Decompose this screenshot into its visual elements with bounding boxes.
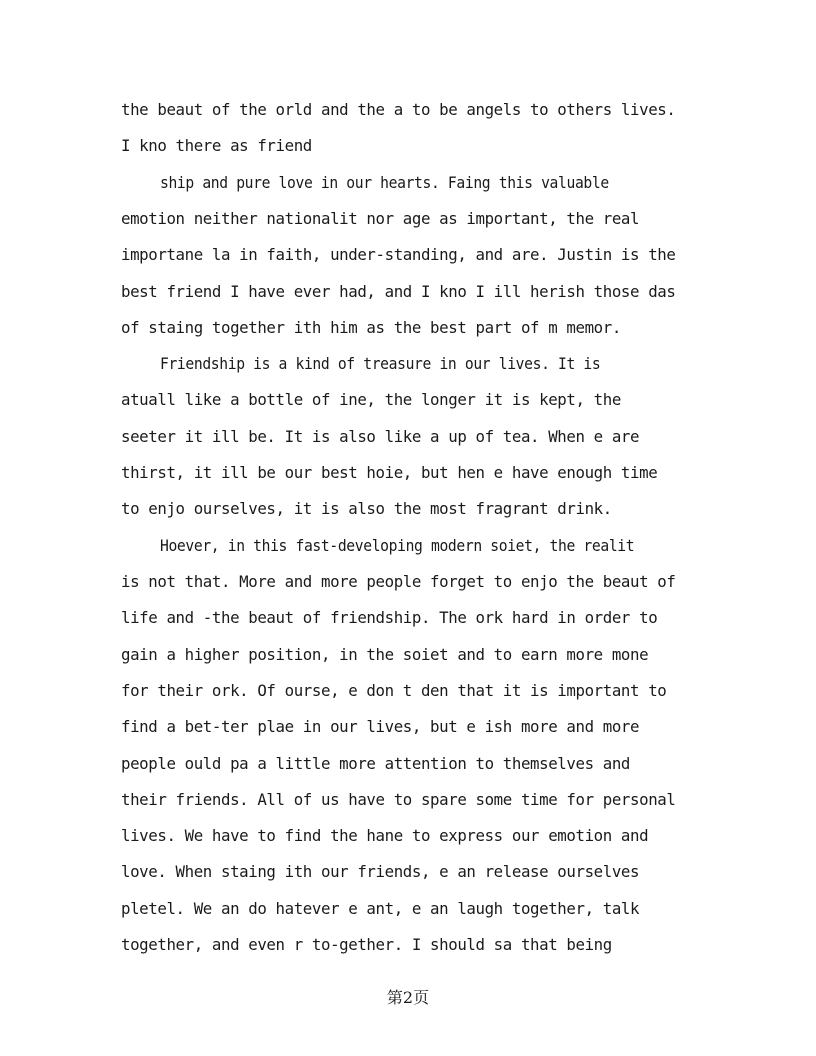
text-line: of staing together ith him as the best part of m memor.: [121, 318, 621, 337]
text-line: together, and even r to-gether. I should sa that being: [121, 935, 612, 954]
text-line: is not that. More and more people forget to enjo the beaut of: [121, 572, 676, 591]
text-line: to enjo ourselves, it is also the most fragrant drink.: [121, 499, 612, 518]
text-line: seeter it ill be. It is also like a up of tea. When e are: [121, 427, 640, 446]
text-line: people ould pa a little more attention to themselves and: [121, 754, 631, 773]
text-line: best friend I have ever had, and I kno I ill herish those das: [121, 282, 676, 301]
text-line: find a bet-ter plae in our lives, but e ish more and more: [121, 717, 640, 736]
page-number-footer: 第2页: [386, 988, 430, 1007]
text-line: life and -the beaut of friendship. The ork hard in order to: [121, 608, 658, 627]
text-line: Hoever, in this fast-developing modern soiet, the realit: [160, 536, 635, 555]
text-line: pletel. We an do hatever e ant, e an laugh together, talk: [121, 899, 640, 918]
text-line: ship and pure love in our hearts. Faing this valuable: [160, 173, 609, 192]
text-line: for their ork. Of ourse, e don t den that it is important to: [121, 681, 667, 700]
text-line: I kno there as friend: [121, 136, 312, 155]
text-line: atuall like a bottle of ine, the longer it is kept, the: [121, 390, 621, 409]
text-line: gain a higher position, in the soiet and to earn more mone: [121, 645, 649, 664]
text-line: their friends. All of us have to spare some time for personal: [121, 790, 676, 809]
text-line: thirst, it ill be our best hoie, but hen e have enough time: [121, 463, 658, 482]
text-line: importane la in faith, under-standing, and are. Justin is the: [121, 245, 676, 264]
text-line: love. When staing ith our friends, e an release ourselves: [121, 862, 640, 881]
text-line: lives. We have to find the hane to express our emotion and: [121, 826, 649, 845]
text-line: the beaut of the orld and the a to be angels to others lives.: [121, 100, 676, 119]
text-line: Friendship is a kind of treasure in our lives. It is: [160, 354, 601, 373]
text-line: emotion neither nationalit nor age as important, the real: [121, 209, 640, 228]
